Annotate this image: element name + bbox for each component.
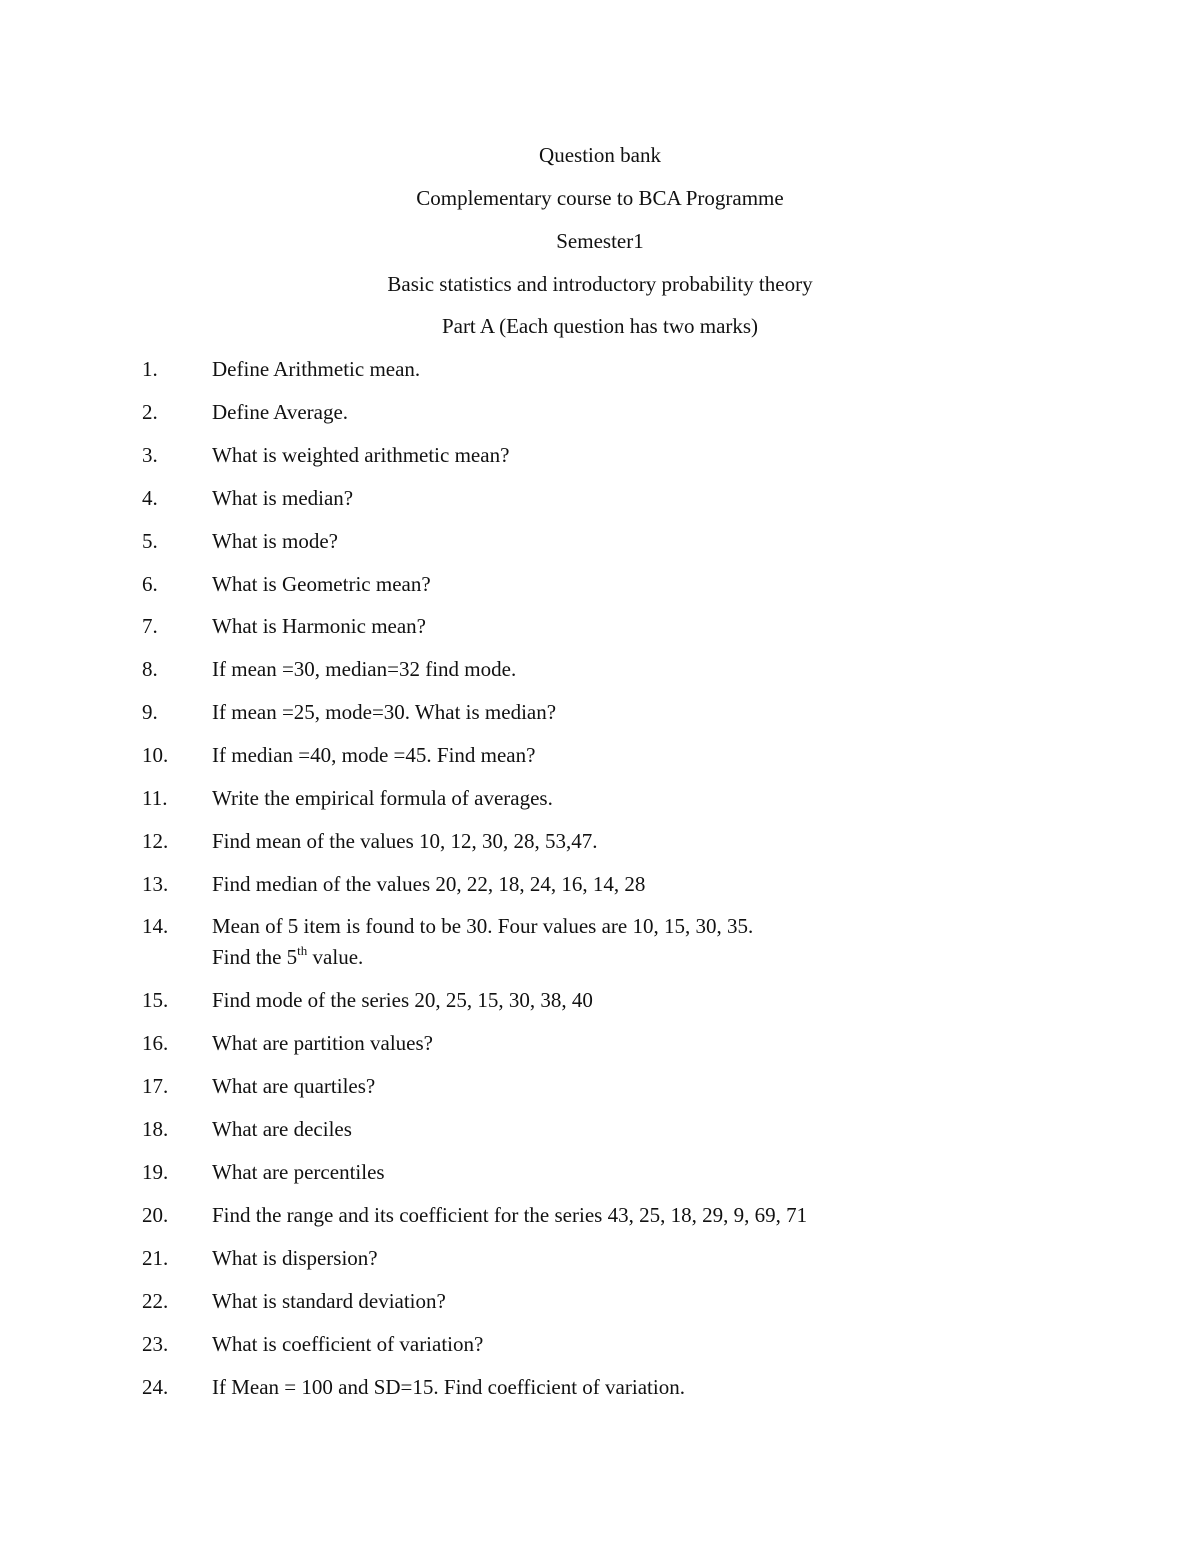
question-text: Find mean of the values 10, 12, 30, 28, 53,47. [212,829,598,853]
question-number: 9. [142,700,158,724]
question-text: What is median? [212,486,354,510]
question-number: 6. [142,572,158,596]
question-text-line-2-start: Find the 5 [212,945,298,969]
question-text: If Mean = 100 and SD=15. Find coefficient of variation. [212,1375,685,1399]
subject-name: Basic statistics and introductory probability theory [387,272,813,296]
course-name: Complementary course to BCA Programme [416,186,784,210]
question-text: What is dispersion? [212,1246,378,1270]
ordinal-suffix: th [297,943,308,958]
question-text-line-2-end: value. [307,945,364,969]
question-number: 21. [142,1246,169,1270]
question-text: Define Arithmetic mean. [212,357,421,381]
question-text: What are quartiles? [212,1074,376,1098]
question-text: What is weighted arithmetic mean? [212,443,510,467]
question-text [212,911,1112,973]
question-text: If mean =30, median=32 find mode. [212,657,517,681]
question-text: Find median of the values 20, 22, 18, 24, 16, 14, 28 [212,872,646,896]
question-text: Define Average. [212,400,349,424]
question-number: 17. [142,1074,169,1098]
question-number: 10. [142,743,169,767]
question-text: What are percentiles [212,1160,385,1184]
question-text: If median =40, mode =45. Find mean? [212,743,536,767]
question-number: 7. [142,614,158,638]
question-number: 19. [142,1160,169,1184]
question-text: What are deciles [212,1117,352,1141]
question-text: Write the empirical formula of averages. [212,786,553,810]
question-number: 20. [142,1203,169,1227]
question-text: Find mode of the series 20, 25, 15, 30, 38, 40 [212,988,593,1012]
semester-label: Semester1 [556,229,644,253]
question-number: 18. [142,1117,169,1141]
question-number: 11. [142,786,168,810]
question-number: 4. [142,486,158,510]
question-number: 15. [142,988,169,1012]
question-item [0,911,1200,973]
question-text-line-1: Mean of 5 item is found to be 30. Four values are 10, 15, 30, 35. [212,914,754,938]
question-text: If mean =25, mode=30. What is median? [212,700,557,724]
document-title: Question bank [539,143,661,167]
part-heading: Part A (Each question has two marks) [441,314,759,338]
question-text: Find the range and its coefficient for the series 43, 25, 18, 29, 9, 69, 71 [212,1203,808,1227]
question-text: What is standard deviation? [212,1289,446,1313]
question-number: 16. [142,1031,169,1055]
question-number: 13. [142,872,169,896]
question-number: 23. [142,1332,169,1356]
question-text: What is Geometric mean? [212,572,431,596]
question-number: 8. [142,657,158,681]
question-text: What is mode? [212,529,338,553]
question-number: 5. [142,529,158,553]
question-number: 14. [142,914,169,938]
question-number: 22. [142,1289,169,1313]
question-text-line-2 [212,945,363,969]
question-text: What are partition values? [212,1031,433,1055]
question-number: 1. [142,357,158,381]
question-number: 2. [142,400,158,424]
question-text: What is coefficient of variation? [212,1332,484,1356]
question-text: What is Harmonic mean? [212,614,426,638]
question-number: 12. [142,829,169,853]
question-number: 24. [142,1375,169,1399]
question-number: 3. [142,443,158,467]
